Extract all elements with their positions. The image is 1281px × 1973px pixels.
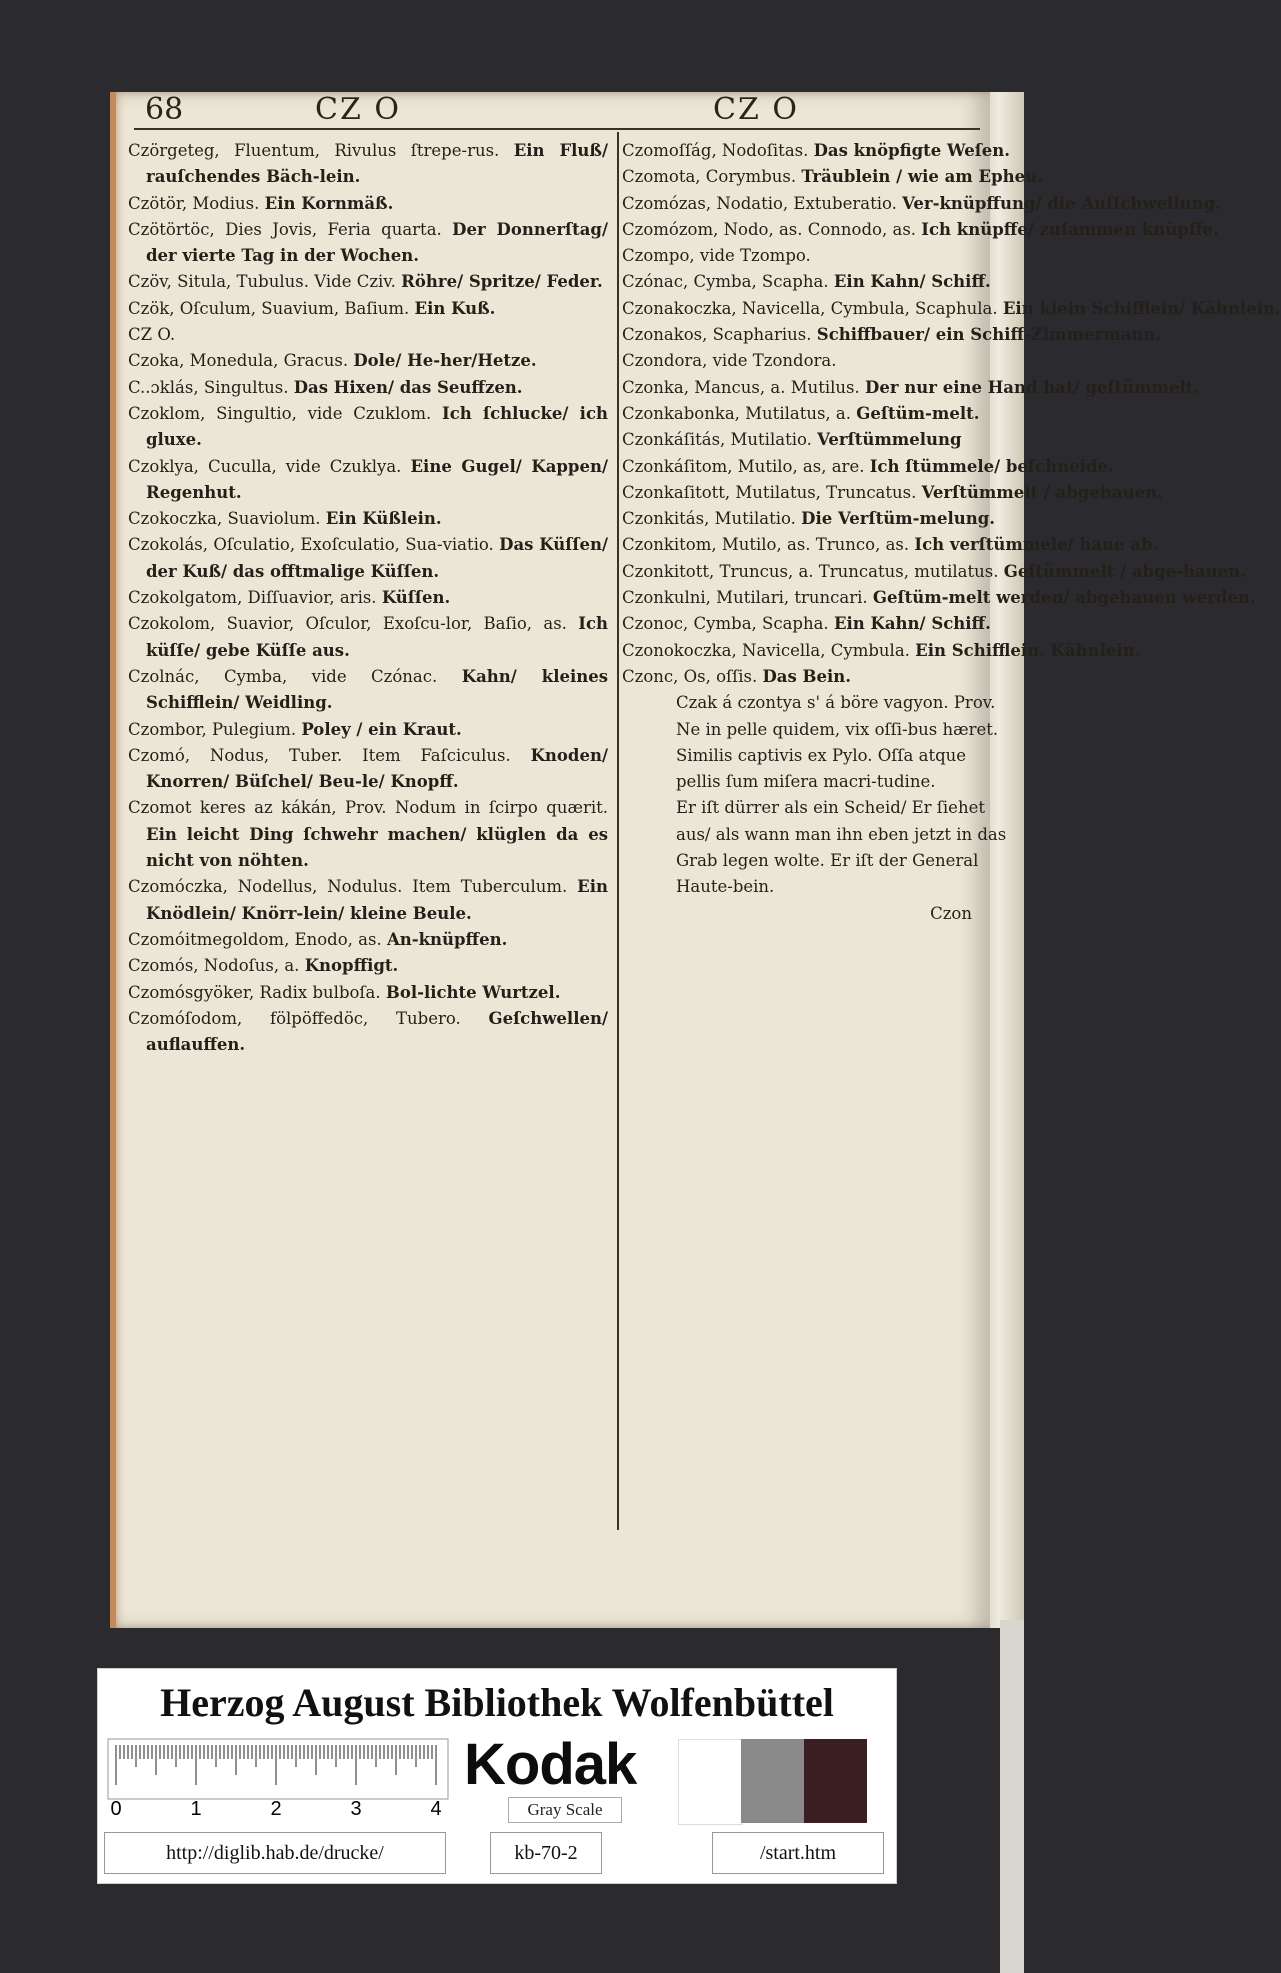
entry-latin: Czötör, Modius. (128, 193, 260, 213)
entry-latin: Czomóitmegoldom, Enodo, as. (128, 929, 382, 949)
entry-german: Dole/ He-her/Hetze. (353, 351, 537, 371)
entry-latin: Czokolás, Oſculatio, Exoſculatio, Sua-viatio. (128, 535, 494, 555)
entry-german: Geſtüm-melt werden/ abgehauen werden. (872, 588, 1256, 608)
dictionary-entry (128, 191, 608, 217)
entry-latin: Czomózas, Nodatio, Extuberatio. (622, 193, 897, 213)
right-column (622, 138, 1281, 927)
entry-latin: Czomot keres az kákán, Prov. Nodum in ſcirpo quærit. (128, 798, 608, 818)
entry-german: Ver-knüpffung/ die Aufſchwellung. (902, 193, 1221, 213)
page-number: 68 (145, 92, 184, 127)
ruler-label: 2 (270, 1798, 282, 1820)
dictionary-entry (128, 611, 608, 664)
entry-german: Ich verſtümmele/ haue ab. (914, 535, 1159, 555)
entry-latin: Czonkáſitás, Mutilatio. (622, 430, 812, 450)
entry-latin: Czörgeteg, Fluentum, Rivulus ſtrepe-rus. (128, 141, 500, 160)
entry-latin: Czónac, Cymba, Scapha. (622, 272, 829, 292)
dictionary-entry (622, 401, 1012, 427)
entry-latin: Czonc, Os, oſſis. (622, 666, 758, 686)
ruler-label: 3 (350, 1798, 362, 1820)
kodak-logo: Kodak (464, 1732, 637, 1797)
entry-german: Ein Kuß. (414, 298, 496, 318)
dictionary-entry (128, 348, 608, 374)
dictionary-entry (622, 296, 1281, 322)
entry-latin: Czomóczka, Nodellus, Nodulus. Item Tuberculum. (128, 877, 568, 897)
proverb-latin: Ne in pelle quidem, vix oſſi-bus hæret. Similis captivis ex Pylo. Oſſa atque pellis ſum miſera macri-tudine. (676, 719, 999, 792)
dictionary-entry (128, 664, 608, 717)
entry-latin: Czomózom, Nodo, as. Connodo, as. (622, 219, 917, 239)
entry-german: Knopffigt. (304, 956, 399, 976)
adjacent-page-edge-lower (1000, 1620, 1024, 1973)
entry-german: Die Verſtüm-melung. (801, 509, 995, 529)
dictionary-entry (622, 454, 1114, 480)
entry-german: Ich ſtümmele/ beſchneide. (869, 456, 1114, 476)
entry-german: Das Hixen/ das Seuffzen. (293, 377, 523, 397)
entry-german: Ich küſſe/ gebe Küſſe aus. (146, 614, 608, 660)
proverb-block (622, 690, 1012, 900)
dictionary-entry (622, 243, 1012, 269)
dictionary-entry (128, 506, 608, 532)
entry-latin: Czonkabonka, Mutilatus, a. (622, 403, 852, 423)
dictionary-entry (622, 559, 1246, 585)
gray-patch (741, 1739, 804, 1823)
ruler-label: 1 (190, 1798, 202, 1820)
dark-patch (804, 1739, 867, 1823)
entry-german: Das Bein. (762, 666, 851, 686)
entry-latin: Czombor, Pulegium. (128, 719, 297, 739)
dictionary-entry (622, 138, 1012, 164)
entry-german: Der nur eine Hand hat/ geſtümmelt. (865, 377, 1200, 397)
dictionary-entry (622, 375, 1200, 401)
dictionary-entry (622, 611, 1012, 637)
entry-latin: Czonokoczka, Navicella, Cymbula. (622, 640, 910, 660)
gray-scale-label: Gray Scale (508, 1797, 622, 1823)
dictionary-entry (128, 375, 608, 401)
dictionary-entry (622, 532, 1159, 558)
section-subhead: CZ O. (128, 325, 176, 345)
dictionary-entry (128, 717, 608, 743)
dictionary-entry (128, 743, 608, 796)
entry-german: Verſtümmelung (817, 430, 962, 450)
dictionary-entry (128, 138, 608, 191)
entry-german: Ein Schifflein. Kähnlein. (915, 640, 1141, 660)
shelfmark: kb-70-2 (490, 1832, 602, 1874)
dictionary-entry (622, 638, 1141, 664)
library-title: Herzog August Bibliothek Wolfenbüttel (160, 1680, 834, 1725)
dictionary-entry (128, 980, 608, 1006)
entry-german: Ein Küßlein. (325, 509, 442, 529)
entry-latin: Czomota, Corymbus. (622, 167, 797, 187)
dictionary-entry (128, 532, 608, 585)
white-patch (678, 1739, 743, 1825)
entry-latin: Czokolgatom, Diſſuavior, aris. (128, 588, 377, 608)
entry-latin: Czonkaſitott, Mutilatus, Truncatus. (622, 482, 917, 502)
dictionary-entry (622, 427, 1012, 453)
dictionary-entry (622, 322, 1162, 348)
entry-latin: Czolnác, Cymba, vide Czónac. (128, 666, 438, 686)
dictionary-entry (128, 585, 608, 611)
entry-latin: Czonakos, Scapharius. (622, 325, 812, 345)
left-column (128, 138, 608, 1058)
dictionary-entry (622, 164, 1043, 190)
entry-german: Der Donnerſtag/ der vierte Tag in der Wochen. (146, 219, 608, 266)
catchword: Czon (930, 903, 972, 923)
entry-latin: Czonoc, Cymba, Scapha. (622, 614, 829, 634)
entry-latin: Czondora, vide Tzondora. (622, 351, 837, 371)
entry-latin: Czök, Oſculum, Suavium, Baſium. (128, 298, 410, 318)
dictionary-entry (622, 348, 1012, 374)
entry-german: Eine Gugel/ Kappen/ Regenhut. (146, 456, 608, 502)
entry-latin: Czonka, Mancus, a. Mutilus. (622, 377, 860, 397)
ruler-label: 4 (430, 1798, 442, 1820)
entry-german: Verſtümmelt / abgehauen. (921, 482, 1163, 502)
entry-latin: Czonkitott, Truncus, a. Truncatus, mutilatus. (622, 561, 999, 581)
dictionary-entry (622, 664, 1012, 690)
dictionary-entry (128, 1006, 608, 1059)
entry-german: Kahn/ kleines Schifflein/ Weidling. (146, 666, 609, 713)
entry-german: Ein Fluß/ rauſchendes Bäch-lein. (146, 141, 608, 187)
entry-latin: Czötörtöc, Dies Jovis, Feria quarta. (128, 219, 442, 239)
entry-german: Das Küſſen/ der Kuß/ das offtmalige Küſſen. (146, 535, 609, 581)
entry-german: Das knöpfigte Weſen. (813, 141, 1011, 160)
ruler-scale (108, 1739, 448, 1819)
entry-latin: Czomoſſág, Nodoſitas. (622, 141, 809, 160)
dictionary-entry (128, 296, 608, 322)
dictionary-entry (622, 217, 1219, 243)
gray-patches (678, 1739, 868, 1823)
dictionary-entry (622, 480, 1163, 506)
dictionary-entry (622, 191, 1221, 217)
header-right: CZ O (713, 92, 799, 127)
entry-latin: Czonkulni, Mutilari, truncari. (622, 588, 868, 608)
color-target-card (97, 1668, 897, 1884)
entry-german: Ich knüpffe/ zuſammen knüpffe. (921, 219, 1219, 239)
dictionary-entry (622, 506, 1012, 532)
entry-latin: Czomósgyöker, Radix bulboſa. (128, 982, 381, 1002)
entry-german: An-knüpffen. (386, 929, 508, 949)
entry-german: Geſchwellen/ auflauffen. (146, 1008, 608, 1055)
entry-latin: Czoka, Monedula, Gracus. (128, 351, 349, 371)
dictionary-entry (128, 401, 608, 454)
entry-latin: Czonkitás, Mutilatio. (622, 509, 796, 529)
running-head (145, 92, 905, 132)
entry-german: Schiffbauer/ ein Schiff-Zimmermann. (816, 325, 1162, 345)
url-prefix: http://diglib.hab.de/drucke/ (104, 1832, 446, 1874)
entry-german: Geſtümmelt / abge-hauen. (1003, 561, 1246, 581)
entry-latin: Czokoczka, Suaviolum. (128, 509, 321, 529)
proverb-german: Er iſt dürrer als ein Scheid/ Er ſiehet aus/ als wann man ihn eben jetzt in das Grab legen wolte. Er iſt der General Haute-bein. (676, 798, 1007, 897)
entry-latin: Czomó, Nodus, Tuber. Item Faſciculus. (128, 745, 511, 765)
entry-latin: Czonkáſitom, Mutilo, as, are. (622, 456, 865, 476)
dictionary-entry (128, 217, 608, 270)
entry-latin: Czomóſodom, fölpöffedöc, Tubero. (128, 1008, 461, 1028)
entry-german: Ein Knödlein/ Knörr-lein/ kleine Beule. (146, 877, 608, 923)
entry-latin: Czöv, Situla, Tubulus. Vide Cziv. (128, 272, 396, 292)
entry-latin: Czoklom, Singultio, vide Czuklom. (128, 403, 432, 423)
entry-german: Röhre/ Spritze/ Feder. (401, 272, 603, 292)
url-suffix: /start.htm (712, 1832, 884, 1874)
dictionary-entry (128, 795, 608, 874)
dictionary-entry (622, 585, 1256, 611)
entry-german: Träublein / wie am Epheu. (801, 167, 1043, 187)
entry-german: Knoden/ Knorren/ Büſchel/ Beu-le/ Knopff. (146, 745, 608, 792)
header-rule (134, 128, 980, 130)
header-left: CZ O (315, 92, 401, 127)
dictionary-entry (128, 953, 608, 979)
entry-german: Ein klein Schifflein/ Kähnlein. (1002, 298, 1281, 318)
ruler-label: 0 (110, 1798, 122, 1820)
proverb-hungarian: Czak á czontya s' á böre vagyon. Prov. (676, 693, 996, 713)
column-divider (617, 132, 619, 1530)
entry-latin: C..ɔklás, Singultus. (128, 377, 289, 397)
entry-latin: Czoklya, Cuculla, vide Czuklya. (128, 456, 402, 476)
entry-latin: Czomós, Nodoſus, a. (128, 956, 300, 976)
entry-german: Ein Kahn/ Schiff. (833, 272, 991, 292)
entry-german: Geſtüm-melt. (856, 403, 980, 423)
entry-german: Poley / ein Kraut. (301, 719, 462, 739)
dictionary-entry (128, 454, 608, 507)
entry-german: Ein leicht Ding ſchwehr machen/ klüglen da es nicht von nöhten. (146, 824, 608, 871)
entry-german: Ich ſchlucke/ ich gluxe. (146, 403, 608, 450)
entry-latin: Czokolom, Suavior, Oſculor, Exoſcu-lor, Baſio, as. (128, 614, 567, 634)
entry-german: Bol-lichte Wurtzel. (385, 982, 561, 1002)
entry-latin: Czonkitom, Mutilo, as. Trunco, as. (622, 535, 910, 555)
dictionary-entry (128, 927, 608, 953)
entry-german: Ein Kornmäß. (264, 193, 394, 213)
dictionary-entry (128, 269, 608, 295)
entry-latin: Czonakoczka, Navicella, Cymbula, Scaphula. (622, 298, 998, 318)
entry-german: Ein Kahn/ Schiff. (833, 614, 991, 634)
entry-german: Küſſen. (381, 588, 451, 608)
dictionary-entry (622, 269, 1012, 295)
dictionary-entry (128, 874, 608, 927)
entry-latin: Czompo, vide Tzompo. (622, 246, 811, 266)
